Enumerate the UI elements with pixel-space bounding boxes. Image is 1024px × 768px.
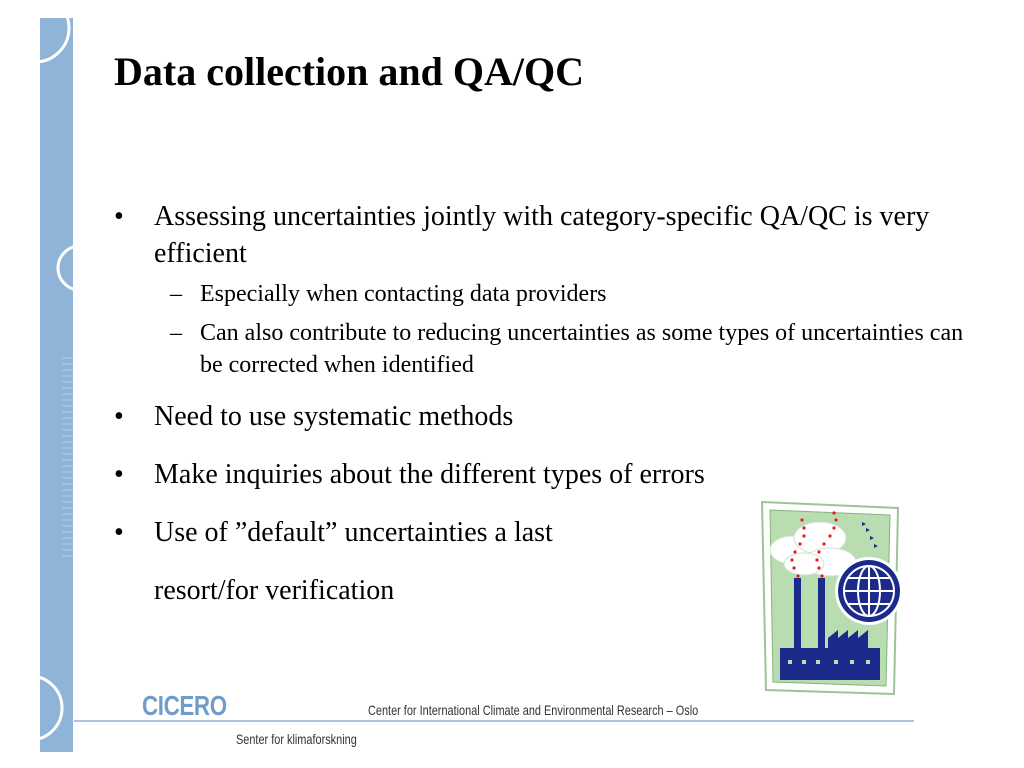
bullet-text: Need to use systematic methods — [154, 401, 514, 432]
sub-bullet-text: Can also contribute to reducing uncertainties as some types of uncertainties can be corrected when identified — [200, 320, 964, 378]
globe-icon — [835, 557, 903, 625]
bullet-item — [114, 398, 964, 435]
dash-symbol: – — [170, 281, 182, 307]
bullet-text: Assessing uncertainties jointly with category-specific QA/QC is very efficient — [154, 201, 930, 269]
bullet-symbol: • — [114, 517, 124, 548]
dash-symbol: – — [170, 320, 182, 346]
bullet-symbol: • — [114, 401, 124, 432]
factory-pollution-clipart — [758, 498, 904, 698]
slide-title: Data collection and QA/QC — [114, 49, 584, 94]
sub-bullet-item — [114, 278, 964, 310]
bullet-text: Use of ”default” uncertainties a last — [154, 517, 553, 548]
bullet-symbol: • — [114, 201, 124, 232]
cicero-logo: CICERO — [142, 690, 227, 721]
organization-name: Center for International Climate and Environmental Research – Oslo — [368, 702, 699, 718]
side-bar-circles-decoration — [40, 18, 73, 752]
bullet-item — [114, 198, 964, 272]
organization-subtitle: Senter for klimaforskning — [236, 731, 357, 747]
bullet-text: Make inquiries about the different types of errors — [154, 459, 705, 490]
bullet-item — [114, 456, 964, 493]
bullet-continuation-text: resort/for verification — [154, 575, 395, 606]
bullet-symbol: • — [114, 459, 124, 490]
decorative-side-bar — [40, 18, 73, 752]
sub-bullet-text: Especially when contacting data providers — [200, 281, 607, 307]
sub-bullet-item — [114, 317, 964, 381]
